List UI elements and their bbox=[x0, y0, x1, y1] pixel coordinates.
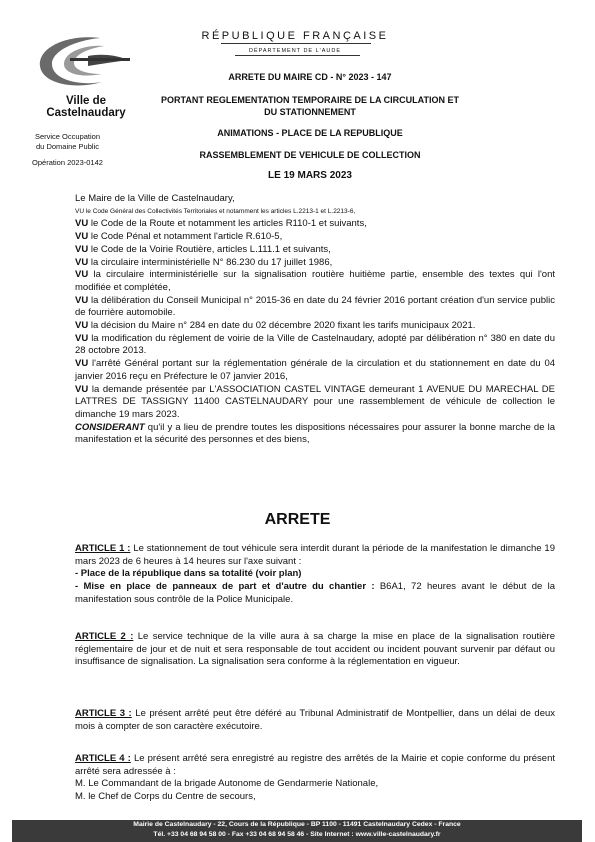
vu-text: la demande présentée par L'ASSOCIATION CASTEL VINTAGE demeurant 1 AVENUE DU MARECHAL DE LATTRES DE TASSIGNY 11400 CASTELNAUDARY pour une rassemblement de véhicule de collection le dimanche 19 mars 2023. bbox=[75, 383, 556, 420]
vu-lead: VU bbox=[75, 332, 89, 344]
arrete-animations: ANIMATIONS - PLACE DE LA REPUBLIQUE bbox=[217, 128, 403, 138]
vu-item bbox=[75, 320, 555, 333]
vu-item bbox=[75, 257, 555, 270]
preamble bbox=[75, 193, 555, 447]
article-4-recipient-2: M. le Chef de Corps du Centre de secours, bbox=[75, 791, 256, 803]
article-1 bbox=[75, 543, 555, 607]
article-4 bbox=[75, 753, 555, 804]
vu-item bbox=[75, 384, 555, 422]
article-2-text: Le service technique de la ville aura à sa charge la mise en place de la signalisation routière réglementaire de jour et de nuit et sera responsable de tout accident ou incident pouvant survenir par défaut ou insuffisance de signalisation. La signalisation sera conforme à la réglementation en vigueur. bbox=[75, 631, 555, 668]
vu-text: la modification du règlement de voirie de la Ville de Castelnaudary, adopté par délibération n° 380 en date du 28 octobre 2013. bbox=[75, 332, 555, 357]
vu-lead: VU bbox=[75, 294, 89, 306]
article-1-bullet-2-lead: - Mise en place de panneaux de part et d'autre du chantier : bbox=[75, 581, 375, 593]
arrete-heading: ARRETE bbox=[264, 511, 331, 528]
article-4-recipient-1: M. Le Commandant de la brigade Autonome de Gendarmerie Nationale, bbox=[75, 778, 379, 790]
vu-lead: VU bbox=[75, 269, 89, 281]
republique-title: RÉPUBLIQUE FRANÇAISE bbox=[201, 30, 389, 42]
vu-item bbox=[75, 244, 555, 257]
footer-bar bbox=[12, 820, 582, 842]
article-3-text: Le présent arrêté peut être déféré au Tribunal Administratif de Montpellier, dans un délai de deux mois à compter de son caractère exécutoire. bbox=[75, 708, 556, 732]
arrete-number: ARRETE DU MAIRE CD - N° 2023 - 147 bbox=[228, 72, 392, 82]
article-1-label: ARTICLE 1 : bbox=[75, 543, 131, 554]
considerant bbox=[75, 422, 555, 447]
article-1-bullet-2-text: B6A1, 72 heures avant le début de la manifestation sous contrôle de la Police Municipale. bbox=[75, 581, 555, 605]
vu-item bbox=[75, 231, 555, 244]
operation-number: Opération 2023-0142 bbox=[32, 158, 103, 167]
service-line-1: Service Occupation bbox=[34, 132, 101, 141]
article-3-label: ARTICLE 3 : bbox=[75, 708, 132, 719]
vu-lead: VU bbox=[75, 218, 89, 230]
article-4-label: ARTICLE 4 : bbox=[75, 753, 131, 764]
ville-name: Ville de Castelnaudary bbox=[46, 95, 126, 119]
header-rule bbox=[221, 43, 371, 44]
article-1-bullet-1: - Place de la république dans sa totalité (voir plan) bbox=[75, 568, 302, 580]
vu-item bbox=[75, 269, 555, 294]
arrete-subject: PORTANT REGLEMENTATION TEMPORAIRE DE LA CIRCULATION ET DU STATIONNEMENT bbox=[161, 95, 459, 117]
vu-text: l'arrêté Général portant sur la réglementation générale de la circulation et du stationnement en date du 04 janvier 2016 reçu en Préfecture le 07 janvier 2016, bbox=[75, 358, 556, 382]
article-1-text: Le stationnement de tout véhicule sera interdit durant la période de la manifestation le dimanche 19 mars 2023 de 6 heures à 14 heures sur l'axe suivant : bbox=[75, 543, 555, 567]
vu-item bbox=[75, 333, 555, 358]
vu-text: la circulaire interministérielle sur la signalisation routière huitième partie, ensemble des textes qui l'ont modifiée et complétée, bbox=[75, 269, 555, 293]
vu-text: la délibération du Conseil Municipal n° 2015-36 en date du 24 février 2016 portant création d'un service public de fourrière automobile. bbox=[75, 294, 555, 319]
vu-text: le Code de la Route et notamment les articles R110-1 et suivants, bbox=[90, 218, 367, 230]
footer-address: Mairie de Castelnaudary - 22, Cours de la République - BP 1100 - 11491 Castelnaudary Cedex - France bbox=[133, 821, 461, 828]
vu-item bbox=[75, 218, 555, 231]
article-4-text: Le présent arrêté sera enregistré au registre des arrêtés de la Mairie et copie conforme du présent arrêté sera adressée à : bbox=[75, 753, 556, 777]
vu-item bbox=[75, 358, 555, 383]
department-label: DÉPARTEMENT DE L'AUDE bbox=[248, 48, 342, 54]
vu-lead: VU bbox=[75, 256, 89, 268]
considerant-text: qu'il y a lieu de prendre toutes les dispositions nécessaires pour assurer la bonne marche de la manifestation et la sécurité des personnes et des biens, bbox=[75, 421, 555, 446]
header-rule-2 bbox=[235, 55, 360, 56]
vu-text: le Code de la Voirie Routière, articles L.111.1 et suivants, bbox=[90, 243, 331, 255]
vu-lead: VU bbox=[75, 358, 89, 370]
article-2 bbox=[75, 631, 555, 669]
footer-contact: Tél. +33 04 68 94 58 00 - Fax +33 04 68 94 58 46 - Site Internet : www.ville-castelnaudary.fr bbox=[153, 831, 441, 838]
vu-text: le Code Pénal et notamment l'article R.610-5, bbox=[90, 231, 283, 243]
vu-cgct: VU le Code Général des Collectivités Territoriales et notamment les articles L.2213-1 et L.2213-6, bbox=[75, 207, 356, 215]
vu-text: la circulaire interministérielle N° 86.230 du 17 juillet 1986, bbox=[90, 256, 333, 268]
vu-item bbox=[75, 295, 555, 320]
article-2-label: ARTICLE 2 : bbox=[75, 631, 134, 642]
arrete-event: RASSEMBLEMENT DE VEHICULE DE COLLECTION bbox=[199, 150, 421, 160]
vu-lead: VU bbox=[75, 383, 89, 395]
service-label bbox=[20, 132, 115, 152]
vu-lead: VU bbox=[75, 320, 89, 332]
arrete-date: LE 19 MARS 2023 bbox=[268, 170, 352, 181]
article-3 bbox=[75, 708, 555, 733]
vu-lead: VU bbox=[75, 231, 89, 243]
maire-line: Le Maire de la Ville de Castelnaudary, bbox=[75, 193, 235, 204]
vu-text: la décision du Maire n° 284 en date du 02 décembre 2020 fixant les tarifs municipaux 2021. bbox=[90, 320, 476, 332]
considerant-lead: CONSIDERANT bbox=[75, 421, 145, 433]
service-line-2: du Domaine Public bbox=[36, 142, 99, 151]
vu-lead: VU bbox=[75, 243, 89, 255]
castelnaudary-logo bbox=[30, 32, 140, 92]
